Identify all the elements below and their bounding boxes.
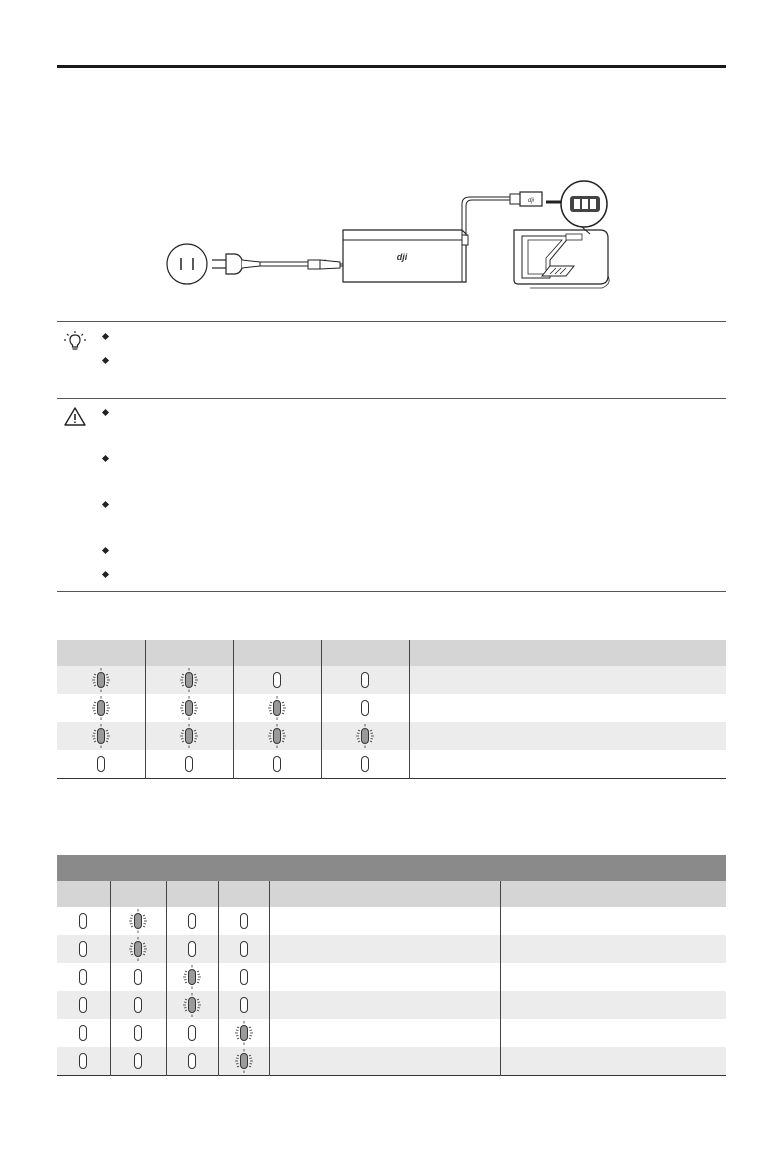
table-row	[57, 694, 726, 722]
blinking-pattern-cell	[269, 991, 500, 1019]
led-cell	[57, 1019, 110, 1047]
led-cell	[218, 1047, 269, 1076]
led-cell	[166, 1047, 218, 1076]
led-cell	[57, 722, 145, 750]
led-off-icon	[181, 909, 203, 933]
tips-bullet	[102, 357, 109, 364]
led-off-icon	[233, 909, 255, 933]
led-cell	[57, 935, 110, 963]
led-cell	[145, 666, 233, 694]
protection-item-cell	[500, 963, 726, 991]
table-row	[57, 1047, 726, 1076]
charging-illustration	[150, 180, 620, 300]
led-cell	[166, 1019, 218, 1047]
header-led2	[145, 640, 233, 666]
led-cell	[110, 991, 166, 1019]
led-cell	[145, 694, 233, 722]
led-off-icon	[266, 668, 288, 692]
led-off-icon	[354, 752, 376, 776]
led-off-icon	[127, 1021, 149, 1045]
warning-icon	[63, 405, 87, 429]
led-cell	[233, 666, 321, 694]
led-cell	[321, 722, 409, 750]
led-blinking-icon	[127, 937, 149, 961]
header-blinking-pattern	[269, 881, 500, 907]
led-cell	[321, 694, 409, 722]
header-led4	[218, 881, 269, 907]
led-off-icon	[233, 993, 255, 1017]
tips-note	[57, 321, 726, 399]
led-cell	[321, 750, 409, 779]
led-cell	[57, 963, 110, 991]
led-blinking-icon	[266, 724, 288, 748]
battery-port-callout	[561, 181, 607, 234]
header-led4	[321, 640, 409, 666]
page-top-rule	[57, 65, 726, 68]
table-row	[57, 935, 726, 963]
led-blinking-icon	[127, 909, 149, 933]
led-blinking-icon	[178, 668, 200, 692]
table-header-row	[57, 640, 726, 666]
protection-item-cell	[500, 907, 726, 935]
blinking-pattern-cell	[269, 907, 500, 935]
led-off-icon	[178, 752, 200, 776]
led-off-icon	[72, 993, 94, 1017]
led-cell	[166, 963, 218, 991]
protection-item-cell	[500, 935, 726, 963]
warning-bullet	[102, 409, 109, 416]
header-led2	[110, 881, 166, 907]
led-cell	[233, 694, 321, 722]
header-led1	[57, 640, 145, 666]
led-off-icon	[90, 752, 112, 776]
protection-item-cell	[500, 1047, 726, 1076]
table-header-row	[57, 881, 726, 907]
protection-item-cell	[500, 1019, 726, 1047]
led-cell	[57, 991, 110, 1019]
led-off-icon	[72, 937, 94, 961]
blinking-pattern-cell	[269, 1019, 500, 1047]
led-cell	[218, 935, 269, 963]
blinking-pattern-cell	[269, 935, 500, 963]
led-cell	[57, 907, 110, 935]
dji-logo: dji	[396, 252, 408, 262]
warning-bullet	[102, 455, 109, 462]
led-blinking-icon	[233, 1021, 255, 1045]
table-title	[57, 855, 726, 881]
led-cell	[166, 991, 218, 1019]
led-blinking-icon	[178, 724, 200, 748]
led-blinking-icon	[266, 696, 288, 720]
blinking-pattern-cell	[269, 1047, 500, 1076]
led-off-icon	[181, 937, 203, 961]
led-cell	[218, 1019, 269, 1047]
svg-text:dji: dji	[527, 198, 535, 204]
intelligent-flight-battery-icon	[514, 230, 609, 288]
charger-brick-icon	[343, 230, 468, 282]
led-cell	[57, 694, 145, 722]
led-off-icon	[72, 909, 94, 933]
led-blinking-icon	[90, 696, 112, 720]
led-cell	[233, 750, 321, 779]
led-cell	[57, 750, 145, 779]
led-cell	[218, 991, 269, 1019]
led-off-icon	[72, 1049, 94, 1073]
led-off-icon	[72, 1021, 94, 1045]
table-row	[57, 666, 726, 694]
led-cell	[57, 666, 145, 694]
warning-bullet	[102, 571, 109, 578]
protection-led-table	[57, 855, 726, 1076]
blinking-pattern-cell	[269, 963, 500, 991]
header-protection-item	[500, 881, 726, 907]
description-cell	[409, 694, 726, 722]
lightbulb-icon	[63, 330, 87, 354]
led-cell	[218, 963, 269, 991]
power-outlet-icon	[167, 244, 207, 284]
led-off-icon	[354, 696, 376, 720]
led-cell	[233, 722, 321, 750]
led-cell	[57, 1047, 110, 1076]
header-led3	[233, 640, 321, 666]
table-title-row	[57, 855, 726, 881]
header-led3	[166, 881, 218, 907]
warning-bullet	[102, 501, 109, 508]
power-cable	[260, 260, 350, 269]
description-cell	[409, 722, 726, 750]
led-off-icon	[127, 965, 149, 989]
table-row	[57, 750, 726, 779]
led-off-icon	[233, 937, 255, 961]
led-blinking-icon	[181, 965, 203, 989]
led-blinking-icon	[178, 696, 200, 720]
led-off-icon	[72, 965, 94, 989]
led-blinking-icon	[90, 668, 112, 692]
protection-item-cell	[500, 991, 726, 1019]
header-description	[409, 640, 726, 666]
led-cell	[110, 907, 166, 935]
led-cell	[145, 722, 233, 750]
led-cell	[110, 935, 166, 963]
led-cell	[166, 907, 218, 935]
warning-note	[57, 398, 726, 592]
led-blinking-icon	[181, 993, 203, 1017]
led-off-icon	[127, 1049, 149, 1073]
led-off-icon	[233, 965, 255, 989]
table-row	[57, 907, 726, 935]
led-off-icon	[127, 993, 149, 1017]
led-cell	[321, 666, 409, 694]
description-cell	[409, 750, 726, 779]
header-led1	[57, 881, 110, 907]
led-cell	[166, 935, 218, 963]
led-cell	[110, 1019, 166, 1047]
led-off-icon	[181, 1021, 203, 1045]
led-blinking-icon	[90, 724, 112, 748]
led-off-icon	[354, 668, 376, 692]
led-cell	[218, 907, 269, 935]
led-cell	[110, 963, 166, 991]
led-off-icon	[181, 1049, 203, 1073]
charging-led-table	[57, 640, 726, 779]
warning-bullet	[102, 547, 109, 554]
table-row	[57, 1019, 726, 1047]
dc-cable	[462, 192, 542, 236]
notes-bottom-rule	[57, 591, 726, 592]
led-cell	[145, 750, 233, 779]
tips-bullet	[102, 333, 109, 340]
table-row	[57, 722, 726, 750]
table-row	[57, 991, 726, 1019]
ac-plug-icon	[212, 254, 260, 274]
led-blinking-icon	[233, 1049, 255, 1073]
led-off-icon	[266, 752, 288, 776]
table-row	[57, 963, 726, 991]
led-cell	[110, 1047, 166, 1076]
led-blinking-icon	[354, 724, 376, 748]
description-cell	[409, 666, 726, 694]
